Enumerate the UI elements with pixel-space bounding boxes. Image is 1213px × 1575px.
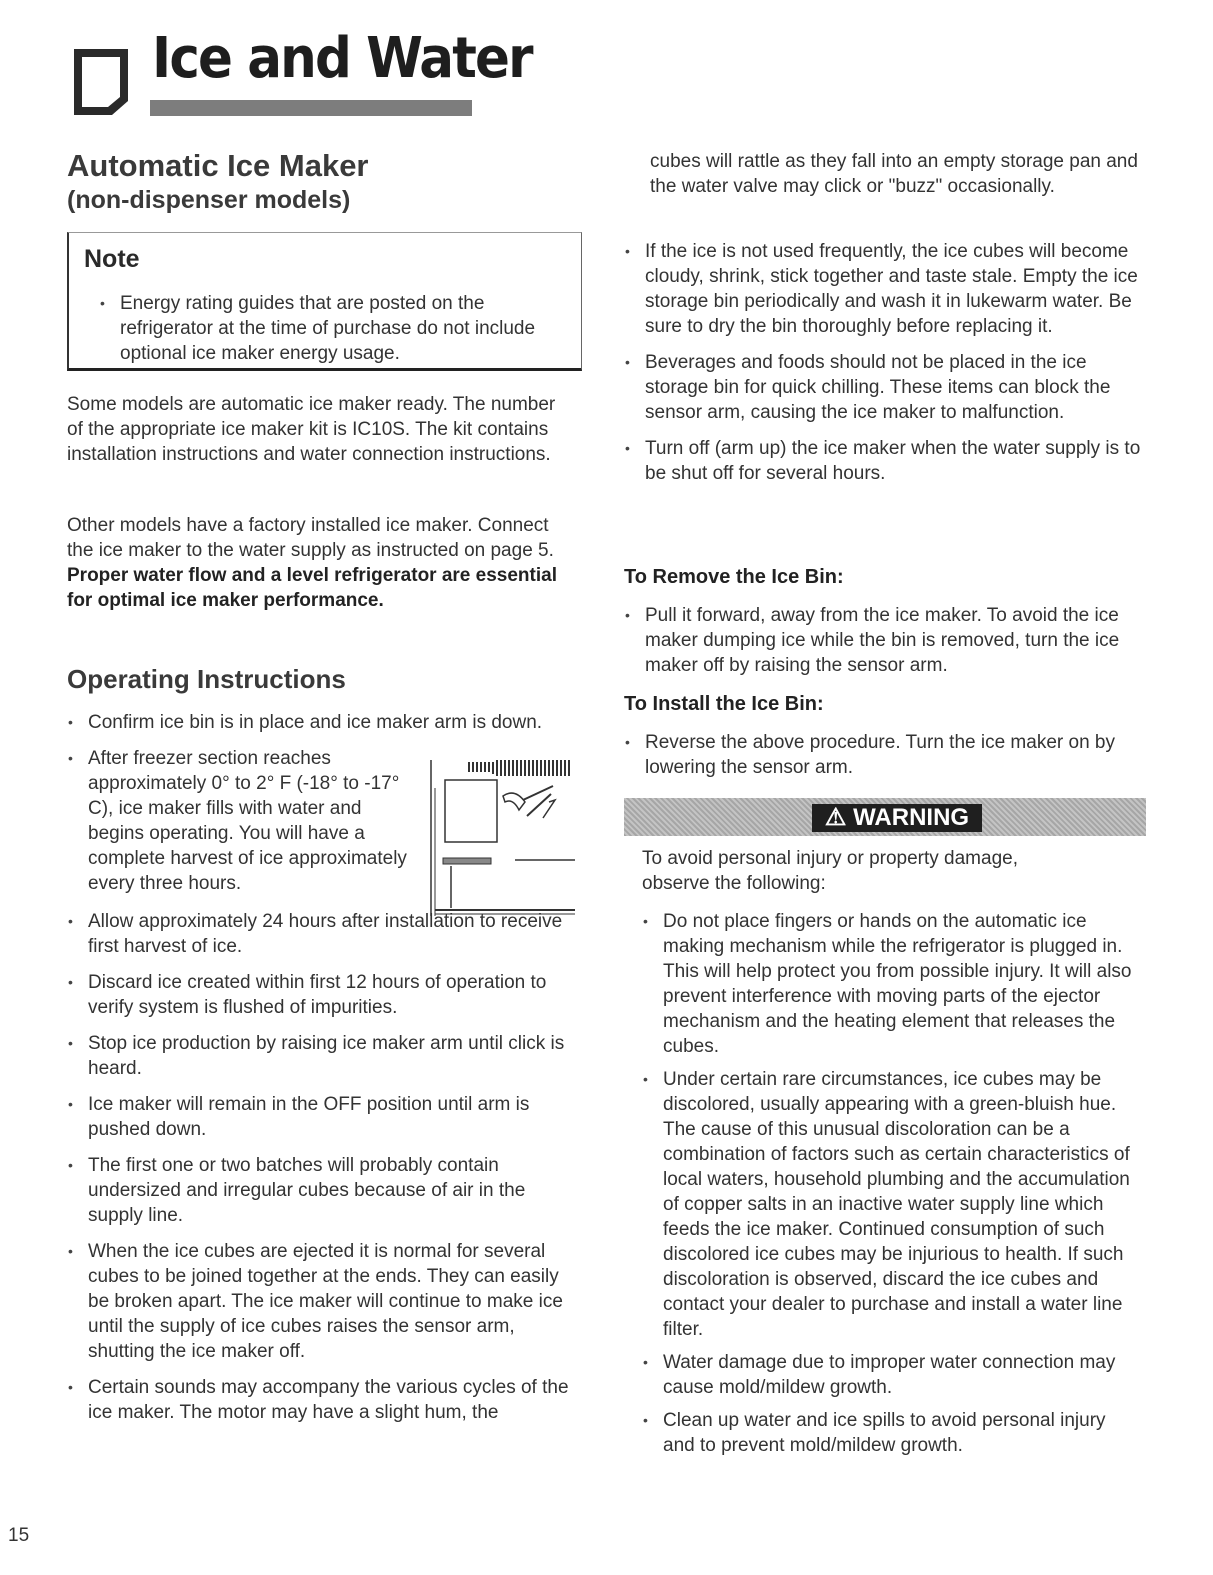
list-item: • Clean up water and ice spills to avoid personal injury and to prevent mold/mildew growth. — [642, 1408, 1142, 1458]
list-item: • After freezer section reaches approximately 0° to 2° F (-18° to -17° C), ice maker fills with water and begins operating. You will have a complete harvest of ice approximately every three hours. — [67, 746, 413, 896]
install-ice-bin-list — [624, 730, 1146, 791]
warning-banner — [624, 798, 1146, 836]
remove-ice-bin-list — [624, 603, 1146, 689]
list-item: • Beverages and foods should not be placed in the ice storage bin for quick chilling. These items can block the sensor arm, causing the ice maker to malfunction. — [624, 350, 1146, 425]
factory-installed-text: Other models have a factory installed ice maker. Connect the ice maker to the water supply as instructed on page 5. — [67, 515, 554, 561]
non-dispenser-subheading: (non-dispenser models) — [67, 186, 351, 214]
list-item: • When the ice cubes are ejected it is normal for several cubes to be joined together at the ends. They can easily be broken apart. The ice maker will continue to make ice until the supply of ice cubes raises the sensor arm, shutting the ice maker off. — [67, 1239, 582, 1364]
warning-label: ⚠ WARNING — [812, 804, 982, 832]
list-item: • Under certain rare circumstances, ice cubes may be discolored, usually appearing with a green-bluish hue. The cause of this unusual discoloration can be a combination of factors such as certain characteristics of local waters, household plumbing and the accumulation of copper salts in an inactive water supply line which feeds the ice maker. Continued consumption of such discolored ice cubes may be injurious to health. If such discoloration is observed, discard the ice cubes and contact your dealer to purchase and install a water line filter. — [642, 1067, 1142, 1342]
list-item: • Confirm ice bin is in place and ice maker arm is down. — [67, 710, 582, 735]
list-item: • Pull it forward, away from the ice maker. To avoid the ice maker dumping ice while the bin is removed, turn the ice maker off by raising the sensor arm. — [624, 603, 1146, 678]
automatic-ice-maker-heading: Automatic Ice Maker — [67, 148, 369, 183]
list-item: • Stop ice production by raising ice maker arm until click is heard. — [67, 1031, 582, 1081]
list-item: • Turn off (arm up) the ice maker when the water supply is to be shut off for several hours. — [624, 436, 1146, 486]
operating-instructions-heading: Operating Instructions — [67, 664, 346, 694]
sounds-continued-text: cubes will rattle as they fall into an empty storage pan and the water valve may click or "buzz" occasionally. — [650, 151, 1138, 197]
ice-maker-illustration — [423, 758, 575, 918]
list-item: • Do not place fingers or hands on the automatic ice making mechanism while the refrigerator is plugged in. This will help protect you from possible injury. It will also prevent interference with moving parts of the ejector mechanism and the heating element that releases the cubes. — [642, 909, 1142, 1059]
install-ice-bin-heading: To Install the Ice Bin: — [624, 693, 824, 715]
list-item: • Certain sounds may accompany the various cycles of the ice maker. The motor may have a slight hum, the — [67, 1375, 582, 1425]
note-box — [67, 232, 582, 371]
water-flow-emphasis: Proper water flow and a level refrigerator are essential for optimal ice maker performance. — [67, 565, 557, 611]
remove-ice-bin-heading: To Remove the Ice Bin: — [624, 566, 844, 588]
note-title: Note — [84, 245, 140, 273]
list-item: • Reverse the above procedure. Turn the ice maker on by lowering the sensor arm. — [624, 730, 1146, 780]
page-number: 15 — [8, 1525, 30, 1546]
warning-intro: To avoid personal injury or property damage, observe the following: — [642, 848, 1018, 894]
list-item: • Discard ice created within first 12 hours of operation to verify system is flushed of impurities. — [67, 970, 582, 1020]
factory-installed-paragraph — [67, 513, 572, 613]
warning-list — [642, 909, 1142, 1466]
list-item: • If the ice is not used frequently, the ice cubes will become cloudy, shrink, stick together and taste stale. Empty the ice storage bin periodically and wash it in lukewarm water. Be sure to dry the bin thoroughly before replacing it. — [624, 239, 1146, 339]
title-underline — [150, 100, 472, 116]
ice-maker-kit-paragraph: Some models are automatic ice maker ready. The number of the appropriate ice maker kit is IC10S. The kit contains installation instructions and water connection instructions. — [67, 394, 556, 465]
ice-care-list — [624, 239, 1146, 497]
note-text — [99, 291, 574, 377]
ice-water-section-icon — [66, 43, 136, 121]
list-item: • The first one or two batches will probably contain undersized and irregular cubes because of air in the supply line. — [67, 1153, 582, 1228]
note-bullet: • Energy rating guides that are posted on the refrigerator at the time of purchase do not include optional ice maker energy usage. — [99, 291, 574, 366]
list-item: • Allow approximately 24 hours after installation to receive first harvest of ice. — [67, 909, 582, 959]
page-title: Ice and Water — [152, 26, 532, 91]
list-item: • Ice maker will remain in the OFF position until arm is pushed down. — [67, 1092, 582, 1142]
list-item: • Water damage due to improper water connection may cause mold/mildew growth. — [642, 1350, 1142, 1400]
